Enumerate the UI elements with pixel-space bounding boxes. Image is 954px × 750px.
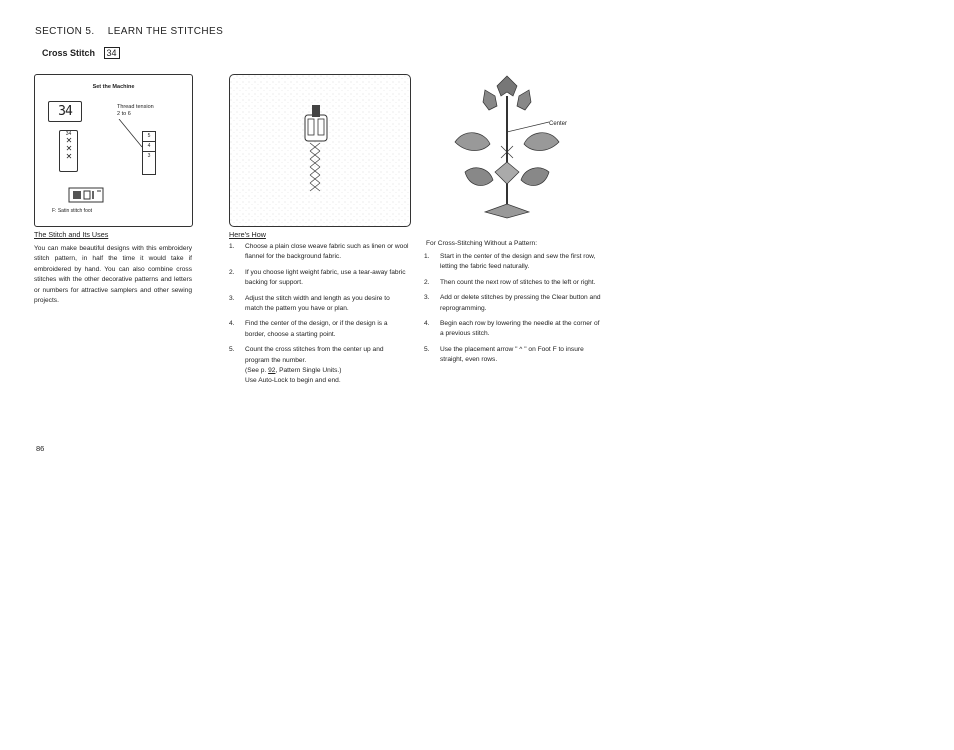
dial-value: 3 [147,153,151,159]
sewing-illustration-panel [229,74,411,227]
satin-stitch-foot-icon [68,185,106,205]
list-item [229,242,409,263]
step-number: 5. [229,346,235,354]
center-label: Center [549,121,568,127]
step-number: 3. [229,294,235,302]
step-text: Choose a plain close weave fabric such as linen or wool flannel for the background fabric. [245,243,409,261]
no-pattern-steps [424,252,604,366]
list-item [229,268,409,289]
presser-foot-stitching-icon [230,75,410,226]
thread-tension-label: Thread tension [117,104,154,110]
step-number: 4. [229,320,235,328]
step-text: Start in the center of the design and sew the first row, letting the fabric feed naturally. [440,253,596,271]
step-text: Find the center of the design, or if the design is a border, choose a starting point. [245,320,388,338]
heres-how-heading: Here's How [229,230,266,239]
step-text: Adjust the stitch width and length as you desire to match the pattern you have or plan. [245,294,390,313]
list-item [424,252,604,273]
step-extra-text: Use Auto-Lock to begin and end. [245,377,341,385]
step-text: Begin each row by lowering the needle at the corner of a previous stitch. [440,320,600,338]
foot-caption: F: Satin stitch foot [52,208,93,214]
stitch-title [42,47,120,59]
section-heading [35,26,223,37]
step-number: 2. [424,278,430,286]
step-number: 2. [229,268,235,276]
step-number: 1. [229,243,235,250]
step-number: 1. [424,253,430,260]
page-reference-suffix: , Pattern Single Units.) [275,367,342,375]
heres-how-steps [229,242,409,387]
section-title: LEARN THE STITCHES [107,26,224,37]
list-item [229,319,409,340]
step-text: Use the placement arrow " ^ " on Foot F to insure straight, even rows. [440,345,584,364]
step-number: 3. [424,294,430,302]
list-item [229,345,409,387]
step-text: Add or delete stitches by pressing the Clear button and reprogramming. [440,294,601,312]
step-number: 4. [424,320,430,328]
page-reference-link[interactable]: 92 [268,367,276,375]
stitch-uses-section [34,230,192,306]
thread-tension-value: 2 to 6 [117,111,131,117]
cross-stitch-icon: ✕ ✕ ✕ [65,136,72,161]
pattern-number-box: 34 [104,47,120,59]
no-pattern-intro: For Cross-Stitching Without a Pattern: [426,240,538,247]
card-number: 34 [65,131,72,137]
no-pattern-section [424,252,604,371]
panel-title: Set the Machine [92,84,135,90]
list-item [424,345,604,366]
stitch-pattern-card [59,130,78,172]
dial-value: 5 [143,132,155,142]
thread-tension [117,104,154,118]
list-item [424,278,604,288]
page-number: 86 [36,444,45,453]
stitch-length-dial [142,131,156,175]
section-number: SECTION 5. [35,26,95,37]
stitch-uses-body: You can make beautiful designs with this embroidery stitch pattern, in half the time it would take if embroidered by hand. You can also combine cross stitches with the other decorative patterns and letters or numbers for attractive samplers and other sewing projects. [34,245,192,305]
dial-value: 4 [143,142,155,152]
step-text: If you choose light weight fabric, use a tear-away fabric backing for support. [245,268,406,287]
cross-stitch-design-icon [445,72,570,232]
list-item [424,293,604,314]
list-item [229,294,409,315]
machine-settings-panel [34,74,193,227]
stitch-name: Cross Stitch [42,48,96,58]
stitch-uses-heading: The Stitch and Its Uses [34,230,109,239]
step-number: 5. [424,345,430,353]
page-reference-prefix: (See p. [245,367,269,375]
list-item [424,319,604,340]
pointer-line-icon [115,119,145,149]
pattern-display: 34 [48,101,82,122]
heres-how-section [229,230,409,392]
step-text: Then count the next row of stitches to the left or right. [440,278,596,286]
step-text: Count the cross stitches from the center up and program the number. [245,346,384,364]
